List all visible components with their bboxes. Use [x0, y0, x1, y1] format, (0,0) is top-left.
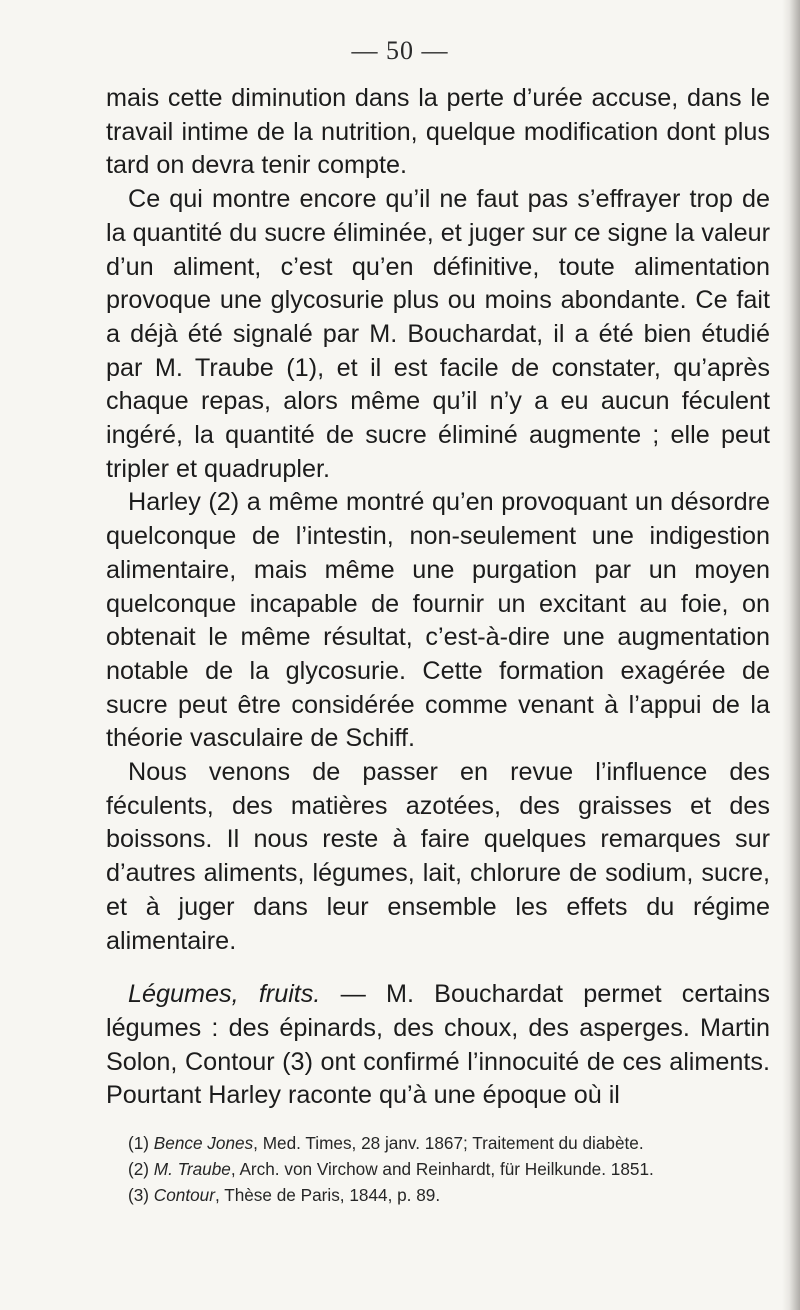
footnote-3 [106, 1182, 770, 1208]
paragraph-4 [106, 756, 770, 958]
footnote-1-text: , Med. Times, 28 janv. 1867; Traitement du diabète. [253, 1133, 644, 1153]
footnote-1-author: Bence Jones [153, 1133, 254, 1153]
footnote-3-text: , Thèse de Paris, 1844, p. 89. [214, 1185, 441, 1205]
paragraph-1 [106, 82, 770, 183]
footnote-3-number: (3) [128, 1185, 150, 1205]
footnote-1-number: (1) [128, 1133, 150, 1153]
footnote-2-number: (2) [128, 1159, 150, 1179]
paragraph-5-text: — M. Bouchardat permet certains légumes : des épinards, des choux, des asperges. Martin Solon, Contour (3) ont confirmé l’innocuité de ces aliments. Pourtant Harley raconte qu’à une époque où il [106, 980, 770, 1110]
section-heading-legumes-fruits: Légumes, fruits. [128, 980, 321, 1009]
paragraph-3-text: Harley (2) a même montré qu’en provoquant un désordre quelconque de l’intestin, non-seulement une indigestion alimentaire, mais même une purgation par un moyen quelconque incapable de fournir un excitant au foie, on obtenait le même résultat, c’est-à-dire une augmentation notable de la glycosurie. Cette formation exagérée de sucre peut être considérée comme venant à l’appui de la théorie vasculaire de Schiff. [106, 488, 770, 753]
paragraph-2 [106, 183, 770, 486]
page-edge-shadow [782, 0, 800, 1310]
footnotes [106, 1130, 770, 1208]
paragraph-4-text: Nous venons de passer en revue l’influence des féculents, des matières azotées, des graisses et des boissons. Il nous reste à faire quelques remarques sur d’autres aliments, légumes, lait, chlorure de sodium, sucre, et à juger dans leur ensemble les effets du régime alimentaire. [106, 758, 770, 955]
footnote-2 [106, 1156, 770, 1182]
footnote-2-text: , Arch. von Virchow and Reinhardt, für Heilkunde. 1851. [230, 1159, 654, 1179]
paragraph-1-text: mais cette diminution dans la perte d’urée accuse, dans le travail intime de la nutrition, quelque modification dont plus tard on devra tenir compte. [106, 84, 770, 180]
footnote-2-author: M. Traube [153, 1159, 231, 1179]
paragraph-3 [106, 486, 770, 756]
page-number: — 50 — [351, 36, 449, 65]
footnote-3-author: Contour [153, 1185, 215, 1205]
paragraph-5 [106, 978, 770, 1113]
paragraph-2-text: Ce qui montre encore qu’il ne faut pas s’effrayer trop de la quantité du sucre éliminée, et juger sur ce signe la valeur d’un aliment, c’est qu’en définitive, toute alimentation provoque une glycosurie plus ou moins abondante. Ce fait a déjà été signalé par M. Bouchardat, il a été bien étudié par M. Traube (1), et il est facile de constater, qu’après chaque repas, alors même qu’il n’y a eu aucun féculent ingéré, la quantité de sucre éliminé augmente ; elle peut tripler et quadrupler. [106, 185, 770, 483]
footnote-1 [106, 1130, 770, 1156]
body-text [106, 82, 770, 1113]
